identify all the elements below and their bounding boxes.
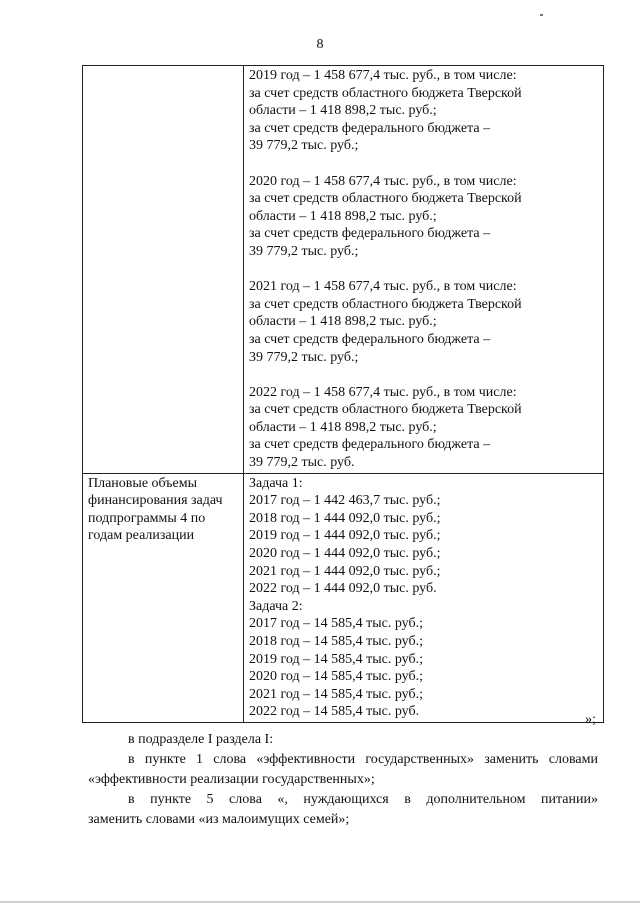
text-line: за счет средств федерального бюджета –: [249, 437, 491, 453]
table-row-financing-by-year: [83, 66, 604, 474]
text-line: 39 779,2 тыс. руб.;: [249, 243, 359, 259]
text-line: за счет средств областного бюджета Тверской: [249, 191, 522, 207]
table-row-planned-volumes: [83, 473, 604, 722]
text-line: 2020 год – 1 458 677,4 тыс. руб., в том числе:: [249, 173, 517, 189]
text-line: годам реализации: [88, 528, 195, 544]
text-line: области – 1 418 898,2 тыс. руб.;: [249, 314, 437, 330]
text-line: 2022 год – 1 458 677,4 тыс. руб., в том числе:: [249, 384, 517, 400]
table-cell-empty-label: [83, 66, 244, 474]
text-line: области – 1 418 898,2 тыс. руб.;: [249, 208, 437, 224]
scan-edge: [0, 901, 640, 903]
text-line: за счет средств областного бюджета Тверской: [249, 85, 522, 101]
text-line: области – 1 418 898,2 тыс. руб.;: [249, 103, 437, 119]
text-line: 2019 год – 1 444 092,0 тыс. руб.;: [249, 528, 441, 544]
text-line: за счет средств федерального бюджета –: [249, 331, 491, 347]
text-line: за счет средств областного бюджета Тверской: [249, 402, 522, 418]
text-line: 39 779,2 тыс. руб.;: [249, 349, 359, 365]
text-line: 39 779,2 тыс. руб.: [249, 455, 355, 471]
text-line: за счет средств федерального бюджета –: [249, 120, 491, 136]
text-line: за счет средств областного бюджета Тверской: [249, 296, 522, 312]
paragraph-point-1-line-1: в пункте 1 слова «эффективности государственных» заменить словами: [128, 752, 598, 767]
text-line: 2017 год – 1 442 463,7 тыс. руб.;: [249, 493, 441, 509]
text-line: 2018 год – 14 585,4 тыс. руб.;: [249, 634, 423, 649]
text-line: 2022 год – 14 585,4 тыс. руб.: [249, 704, 420, 720]
text-line: 2020 год – 1 444 092,0 тыс. руб.;: [249, 546, 441, 562]
text-line: 2017 год – 14 585,4 тыс. руб.;: [249, 616, 423, 632]
page-number: 8: [316, 37, 324, 52]
scan-speck: [540, 14, 543, 16]
closing-quote-mark: »;: [585, 712, 596, 727]
table-cell-task-financing: [244, 473, 604, 722]
financing-table: [82, 65, 604, 723]
paragraph-point-5-line-2: заменить словами «из малоимущих семей»;: [88, 812, 350, 827]
text-line: подпрограммы 4 по: [88, 510, 206, 526]
paragraph-point-5-line-1: в пункте 5 слова «, нуждающихся в дополнительном питании»: [128, 792, 598, 807]
table-cell-yearly-financing: [244, 66, 604, 474]
table-cell-planned-volumes-label: [83, 473, 244, 722]
text-line: 2021 год – 1 444 092,0 тыс. руб.;: [249, 563, 441, 579]
text-line: 2019 год – 1 458 677,4 тыс. руб., в том числе:: [249, 68, 517, 83]
text-line: 2018 год – 1 444 092,0 тыс. руб.;: [249, 510, 441, 526]
paragraph-subsection: в подразделе I раздела I:: [128, 732, 274, 747]
text-line: 2020 год – 14 585,4 тыс. руб.;: [249, 669, 423, 685]
blank-line: [249, 155, 599, 173]
text-line: 2021 год – 1 458 677,4 тыс. руб., в том числе:: [249, 279, 517, 295]
text-line: области – 1 418 898,2 тыс. руб.;: [249, 419, 437, 435]
text-line: 2021 год – 14 585,4 тыс. руб.;: [249, 686, 423, 702]
blank-line: [249, 366, 599, 384]
text-line: 39 779,2 тыс. руб.;: [249, 138, 359, 154]
text-line: Задача 2:: [249, 598, 303, 614]
text-line: 2022 год – 1 444 092,0 тыс. руб.: [249, 581, 437, 597]
text-line: финансирования задач: [88, 493, 223, 509]
paragraph-point-1-line-2: «эффективности реализации государственных»;: [88, 772, 375, 787]
blank-line: [249, 261, 599, 279]
text-line: 2019 год – 14 585,4 тыс. руб.;: [249, 651, 423, 667]
text-line: Задача 1:: [249, 475, 303, 491]
text-line: за счет средств федерального бюджета –: [249, 226, 491, 242]
text-line: Плановые объемы: [88, 475, 198, 491]
